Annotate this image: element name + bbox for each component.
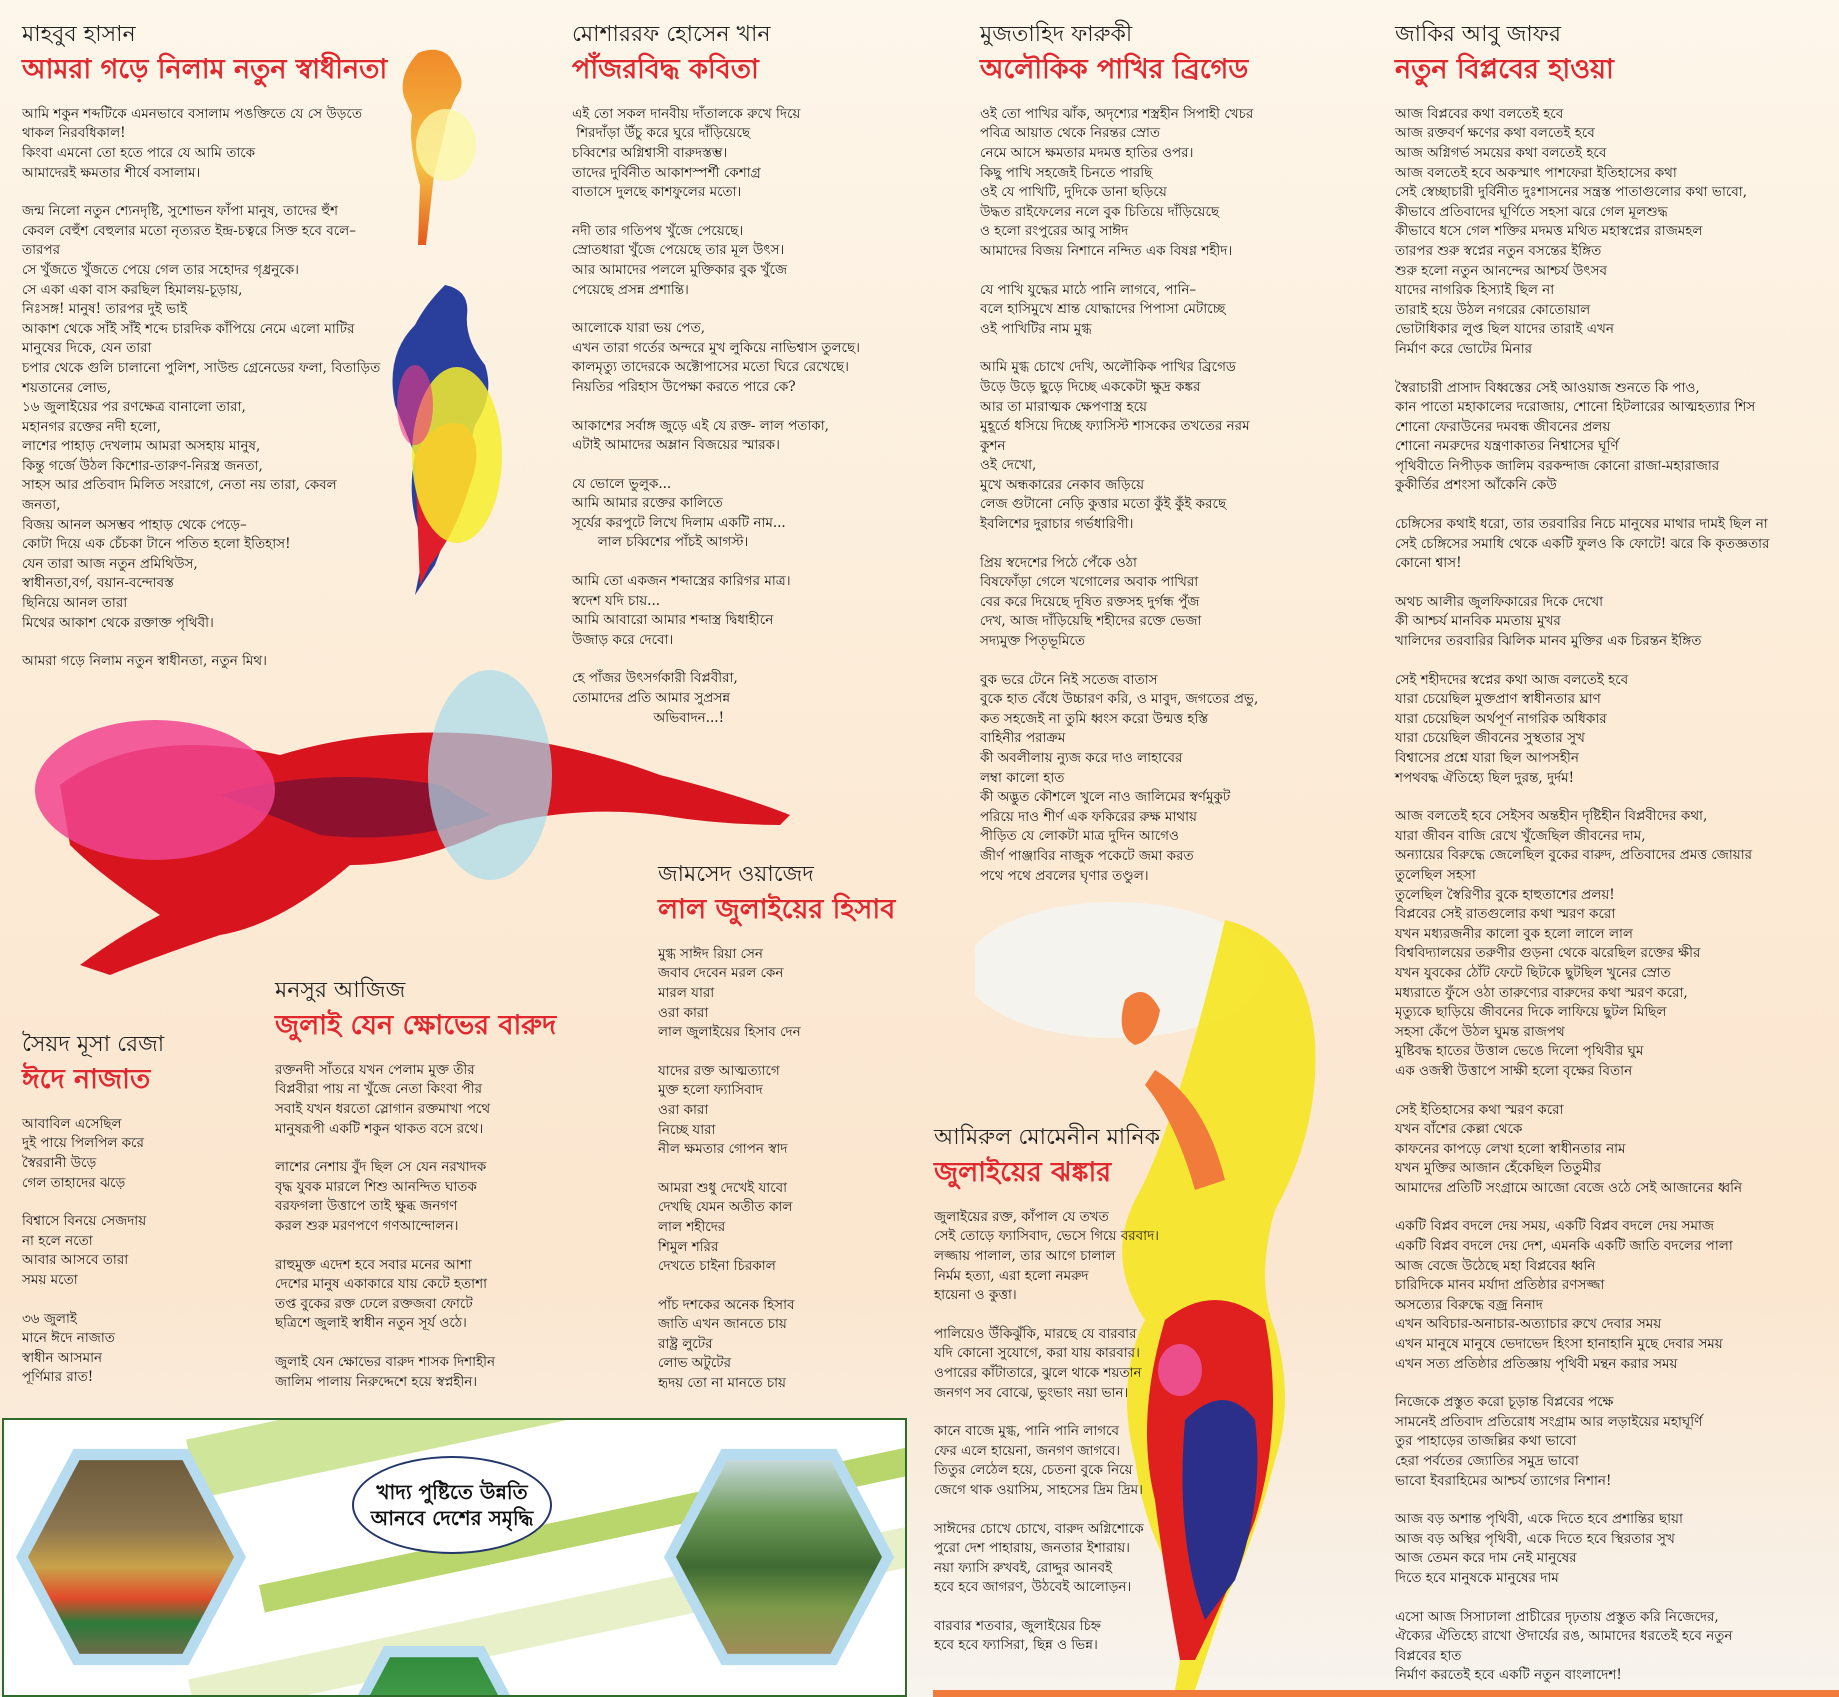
- poem-stanza: সেই ইতিহাসের কথা স্মরণ করো যখন বাঁশের কেল্লা থেকে কাফনের কাপড়ে লেখা হলো স্বাধীনতার নাম যখন মুক্তির আজান হেঁকেছিল তিতুমীর আমাদের প্রতিটি সংগ্রামে আজো বেজে ওঠে সেই আজানের ধ্বনি: [1395, 1101, 1743, 1196]
- poem-stanza: পালিয়েও উঁকিঝুঁকি, মারছে যে বারবার যদি কোনো সুযোগে, করা যায় কারবার। ওপারের কাঁটাতারে, ঝুলে থাকে শয়তান জনগণ সব বোঝে, ভুংভাং নয়া ভান।: [934, 1325, 1142, 1401]
- poem-stanza: যে ভোলে ভুলুক... আমি আমার রক্তের কালিতে সূর্যের করপুটে লিখে দিলাম একটি নাম... লাল চব্বিশের পাঁচই আগস্ট।: [572, 475, 786, 551]
- poem-stanza: প্রিয় স্বদেশের পিঠে পেঁকে ওঠা বিষফোঁড়া গেলে খগোলের অবাক পাখিরা বের করে দিয়েছে দূষিত রক্তসহ দুর্গন্ধ পুঁজ দেখ, আজ দাঁড়িয়েছি শহীদের রক্তে ভেজা সদ্যমুক্ত পিতৃভূমিতে: [980, 554, 1202, 650]
- poem-title: নতুন বিপ্লবের হাওয়া: [1395, 54, 1614, 86]
- garden-bed-photo: [28, 1454, 234, 1660]
- ad-slogan-line: খাদ্য পুষ্টিতে উন্নতি: [376, 1480, 528, 1504]
- poem-stanza: আকাশের সর্বাঙ্গ জুড়ে এই যে রক্ত- লাল পতাকা, এটাই আমাদের অম্লান বিজয়ের স্মারক।: [572, 417, 829, 454]
- poem-stanza: আমরা গড়ে নিলাম নতুন স্বাধীনতা, নতুন মিথ।: [22, 653, 268, 670]
- poem-stanza: আজ বিপ্লবের কথা বলতেই হবে আজ রক্তবর্ণ ক্ষণের কথা বলতেই হবে আজ অগ্নিগর্ভ সময়ের কথা বলতেই হবে আজ বলতেই হবে অকস্মাৎ পাশফেরা ইতিহাসের কথা সেই স্বেচ্ছাচারী দুর্বিনীত দুঃশাসনের সন্ত্রস্ত পাতাগুলোর কথা ভাবো, কীভাবে প্রতিবাদের ঘূর্ণিতে সহসা ঝরে গেল মূলশুদ্ধ কীভাবে ধসে গেল শক্তির মদমত্ত মথিত মহাস্বপ্নের রাজমহল তারপর শুরু স্বপ্নের নতুন বসন্তের ইঙ্গিত শুরু হলো নতুন আনন্দের আশ্চর্য উৎসব যাদের নাগরিক হিস্যাই ছিল না তারাই হয়ে উঠল নগরের কোতোয়াল ভোটাধিকার লুপ্ত ছিল যাদের তারাই এখন নির্মাণ করে ভোটের মিনার: [1395, 105, 1748, 357]
- poet-name: মনসুর আজিজ: [275, 978, 406, 1003]
- poem-stanza: পাঁচ দশকের অনেক হিসাব জাতি এখন জানতে চায় রাষ্ট্র লুটের লোভ অটুটের হৃদয় তো না মানতে চায়: [658, 1296, 795, 1392]
- poem-mujtahid-faruki: [980, 22, 1400, 905]
- ad-slogan-line: আনবে দেশের সমৃদ্ধি: [370, 1506, 534, 1530]
- poem-stanza: যাদের রক্ত আত্মত্যাগে মুক্ত হলো ফ্যাসিবাদ ওরা কারা নিচ্ছে যারা নীল ক্ষমতার গোপন স্বাদ: [658, 1062, 788, 1158]
- poem-stanza: এসো আজ সিসাঢালা প্রাচীরের দৃঢ়তায় প্রস্তুত করি নিজেদের, ঐক্যের ঐতিহ্যে রাখো ঔদার্যের রঙ, আমাদের ধরতেই হবে নতুন বিপ্লবের হাত নির্মাণ করতেই হবে একটি নতুন বাংলাদেশ!: [1395, 1608, 1733, 1684]
- poem-stanza: আলোকে যারা ভয় পেত, এখন তারা গর্তের অন্দরে মুখ লুকিয়ে নাভিশ্বাস তুলছে। কালমৃত্যু তাদেরকে অক্টোপাসের মতো ঘিরে রেখেছে। নিয়তির পরিহাস উপেক্ষা করতে পারে কে?: [572, 320, 860, 395]
- poem-stanza: আমি মুগ্ধ চোখে দেখি, অলৌকিক পাখির ব্রিগেড উড়ে উড়ে ছুড়ে দিচ্ছে এককেটা ক্ষুদ্র কঙ্কর আর তা মারাত্মক ক্ষেপণাস্ত্র হয়ে মুহূর্তে ধসিয়ে দিচ্ছে ফ্যাসিস্ট শাসকের তখতের নরম কুশন ওই দেখো, মুখে অন্ধকারের নেকাব জড়িয়ে লেজ গুটানো নেড়ি কুত্তার মতো কুঁই কুঁই করছে ইবলিশের দুরাচার গর্ভধারিণী।: [980, 359, 1250, 533]
- poem-stanza: এই তো সকল দানবীয় দাঁতালকে রুখে দিয়ে শিরদাঁড়া উঁচু করে ঘুরে দাঁড়িয়েছে চব্বিশের অগ্নিশ্বাসী বারুদস্তম্ভ। তাদের দুর্বিনীত আকাশস্পর্শী কেশাগ্র বাতাসে দুলছে কাশফুলের মতো।: [572, 105, 801, 201]
- poem-stanza: আমরা শুধু দেখেই যাবো দেখছি যেমন অতীত কাল লাল শহীদের শিমুল শরির দেখতে চাইনা চিরকাল: [658, 1179, 793, 1275]
- poem-stanza: লাশের নেশায় বুঁদ ছিল সে যেন নরখাদক বৃদ্ধ যুবক মারলে শিশু আনন্দিত ঘাতক বরফগলা উত্তাপে তাই ক্ষুব্ধ জনগণ করল শুরু মরণপণে গণআন্দোলন।: [275, 1159, 487, 1234]
- poem-title: ঈদে নাজাত: [22, 1064, 151, 1096]
- poem-zakir-abu-zafar: [1395, 22, 1835, 1697]
- poem-syed-musa-reza: [22, 1032, 252, 1407]
- poem-stanza: ৩৬ জুলাই মানে ঈদে নাজাত স্বাধীন আসমান পূর্ণিমার রাত!: [22, 1310, 115, 1386]
- poem-stanza: হে পাঁজর উৎসর্গকারী বিপ্লবীরা, তোমাদের প্রতি আমার সুপ্রসন্ন অভিবাদন...!: [572, 670, 738, 726]
- poem-stanza: স্বৈরাচারী প্রাসাদ বিধ্বস্তের সেই আওয়াজ শুনতে কি পাও, কান পাতো মহাকালের দরোজায়, শোনো হিটলারের আত্মহত্যার শিস শোনো ফেরাউনের দমবন্ধ জীবনের প্রলয় শোনো নমরুদের যন্ত্রণাকাতর নিশ্বাসের ঘূর্ণি পৃথিবীতে নিপীড়ক জালিম বরকন্দাজ কোনো রাজা-মহারাজার কুকীর্তির প্রশংসা আঁকেনি কেউ: [1395, 379, 1756, 494]
- poem-stanza: যে পাখি যুদ্ধের মাঠে পানি লাগবে, পানি– বলে হাসিমুখে শ্রান্ত যোদ্ধাদের পিপাসা মেটাচ্ছে ওই পাখিটির নাম মুগ্ধ: [980, 281, 1226, 337]
- poem-stanza: সেই শহীদদের স্বপ্নের কথা আজ বলতেই হবে যারা চেয়েছিল মুক্তপ্রাণ স্বাধীনতার ঘ্রাণ যারা চেয়েছিল অর্থপূর্ণ নাগরিক অধিকার যারা চেয়েছিল জীবনের সুস্থতার সুখ বিশ্বাসের প্রশ্নে যারা ছিল আপসহীন শপথবদ্ধ ঐতিহ্যে ছিল দুরন্ত, দুর্দম!: [1395, 671, 1629, 786]
- poem-stanza: বিশ্বাসে বিনয়ে সেজদায় না হলে নতো আবার আসবে তারা সময় মতো: [22, 1213, 147, 1288]
- poem-mosharraf-hossain-khan: [572, 22, 952, 747]
- poem-mahbub-hasan: [22, 22, 442, 691]
- poem-stanza: মুগ্ধ সাঈদ রিয়া সেন জবাব দেবেন মরল কেন মারল যারা ওরা কারা লাল জুলাইয়ের হিসাব দেন: [658, 945, 801, 1041]
- poem-jamshed-wajed: [658, 862, 928, 1413]
- poet-name: আমিরুল মোমেনীন মানিক: [934, 1125, 1160, 1150]
- poem-stanza: রাহুমুক্ত এদেশ হবে সবার মনের আশা দেশের মানুষ একাকারে যায় কেটে হতাশা তপ্ত বুকের রক্ত ঢেলে রক্তজবা ফোটে ছত্রিশে জুলাই স্বাধীন নতুন সূর্য ওঠে।: [275, 1256, 488, 1332]
- poem-title: আমরা গড়ে নিলাম নতুন স্বাধীনতা: [22, 54, 388, 86]
- poem-stanza: সাঈদের চোখে চোখে, বারুদ অগ্নিশোকে পুরো দেশ পাহারায়, জনতার ইশারায়। নয়া ফ্যাসি রুখবই, রোদ্দুর আনবই হবে হবে জাগরণ, উঠবেই আলোড়ন।: [934, 1520, 1144, 1596]
- poem-stanza: জুলাই যেন ক্ষোভের বারুদ শাসক দিশাহীন জালিম পালায় নিরুদ্দেশে হয়ে স্বপ্নহীন।: [275, 1353, 496, 1390]
- poem-stanza: ওই তো পাখির ঝাঁক, অদৃশ্যের শস্ত্রহীন সিপাহী খেচর পবিত্র আয়াত থেকে নিরন্তর স্রোত নেমে আসে ক্ষমতার মদমত্ত হাতির ওপর। কিছু পাখি সহজেই চিনতে পারছি ওই যে পাখিটি, দুদিকে ডানা ছড়িয়ে উদ্ধত রাইফেলের নলে বুক চিতিয়ে দাঁড়িয়েছে ও হলো রংপুরের আবু সাঈদ আমাদের বিজয় নিশানে নন্দিত এক বিষণ্ণ শহীদ।: [980, 105, 1254, 259]
- poem-mansur-aziz: [275, 978, 645, 1411]
- poem-stanza: বুক ভরে টেনে নিই সতেজ বাতাস বুকে হাত বেঁধে উচ্চারণ করি, ও মাবুদ, জগতের প্রভু, কত সহজেই না তুমি ধ্বংস করো উন্মত্ত হস্তি বাহিনীর পরাক্রম কী অবলীলায় ন্যুজ করে দাও লাহাবের লম্বা কালো হাত কী অদ্ভুত কৌশলে খুলে নাও জালিমের স্বর্ণমুকুট পরিয়ে দাও শীর্ণ এক ফকিরের রুক্ষ মাথায় পীড়িত যে লোকটা মাত্র দুদিন আগেও জীর্ণ পাঞ্জাবির নাজুক পকেটে জমা করত পথে পথে প্রবলের ঘৃণার তণ্ডুল।: [980, 671, 1259, 884]
- poet-name: জাকির আবু জাফর: [1395, 22, 1561, 47]
- poem-title: অলৌকিক পাখির ব্রিগেড: [980, 54, 1249, 86]
- poem-title: জুলাই যেন ক্ষোভের বারুদ: [275, 1010, 557, 1042]
- poem-title: পাঁজরবিদ্ধ কবিতা: [572, 54, 759, 86]
- poem-stanza: আজ বলতেই হবে সেইসব অন্তহীন দৃষ্টিহীন বিপ্লবীদের কথা, যারা জীবন বাজি রেখে খুঁজেছিল জীবনের দাম, অন্যায়ের বিরুদ্ধে জেলেছিল বুকের বারুদ, প্রতিবাদের প্রমত্ত জোয়ার তুলেছিল সহসা তুলেছিল স্বৈরিণীর বুকে হাহুতাশের প্রলয়! বিপ্লবের সেই রাতগুলোর কথা স্মরণ করো যখন মধ্যরজনীর কালো বুক হলো লালে লাল বিশ্ববিদ্যালয়ের তরুণীর গুড়না থেকে ঝরেছিল রক্তের ক্ষীর যখন যুবকের ঠোঁট ফেটে ছিটকে ছুটছিল খুনের স্রোত মধ্যরাতে ফুঁসে ওঠা তারুণ্যের বারুদের কথা স্মরণ করো, মৃত্যুকে ছাড়িয়ে জীবনের দিকে লাফিয়ে ছুটল মিছিল সহসা কেঁপে উঠল ঘুমন্ত রাজপথ মুষ্টিবদ্ধ হাতের উত্তাল ভেঙে দিলো পৃথিবীর ঘুম এক ওজস্বী উত্তাপে সাক্ষী হলো বৃক্ষের বিতান: [1395, 808, 1753, 1079]
- poem-title: লাল জুলাইয়ের হিসাব: [658, 894, 896, 926]
- poem-stanza: অথচ আলীর জুলফিকারের দিকে দেখো কী আশ্চর্য মানবিক মমতায় মুখর খালিদের তরবারির ঝিলিক মানব মুক্তির এক চিরন্তন ইঙ্গিত: [1395, 593, 1702, 650]
- poet-name: মুজতাহিদ ফারুকী: [980, 22, 1133, 47]
- poem-title: জুলাইয়ের ঝঙ্কার: [934, 1157, 1112, 1189]
- poem-stanza: রক্তনদী সাঁতরে যখন পেলাম মুক্ত তীর বিপ্লবীরা পায় না খুঁজে নেতা কিংবা পীর সবাই যখন ধরতো স্লোগান রক্তমাখা পথে মানুষরূপী একটি শকুন থাকত বসে রথে।: [275, 1061, 491, 1137]
- page-footer-accent-bar: [933, 1690, 1839, 1697]
- poem-stanza: আমি তো একজন শব্দাস্ত্রের কারিগর মাত্র। স্বদেশ যদি চায়... আমি আবারো আমার শব্দাস্ত্র দ্বিধাহীনে উজাড় করে দেবো।: [572, 573, 791, 648]
- poet-name: মাহবুব হাসান: [22, 22, 136, 47]
- poet-name: জামসেদ ওয়াজেদ: [658, 862, 814, 887]
- poem-stanza: আজ বড় অশান্ত পৃথিবী, একে দিতে হবে প্রশান্তির ছায়া আজ বড় অস্থির পৃথিবী, একে দিতে হবে স্থিরতার সুখ আজ তেমন করে দাম নেই মানুষের দিতে হবে মানুষকে মানুষের দাম: [1395, 1511, 1683, 1586]
- poem-stanza: আবাবিল এসেছিল দুই পায়ে পিলপিল করে স্বৈররানী উড়ে গেল তাহাদের ঝড়ে: [22, 1115, 144, 1191]
- poet-name: সৈয়দ মূসা রেজা: [22, 1032, 165, 1057]
- poem-stanza: নিজেকে প্রস্তুত করো চূড়ান্ত বিপ্লবের পক্ষে সামনেই প্রতিবাদ প্রতিরোধ সংগ্রাম আর লড়াইয়ের মহাঘূর্ণি তুর পাহাড়ের তাজল্লির কথা ভাবো হেরা পর্বতের জ্যোতির সমুদ্র ভাবো ভাবো ইবরাহিমের আশ্চর্য ত্যাগের নিশান!: [1395, 1394, 1703, 1489]
- poem-stanza: আমি শকুন শব্দটিকে এমনভাবে বসালাম পঙক্তিতে যে সে উড়তে থাকল নিরবধিকাল! কিংবা এমনো তো হতে পারে যে আমি তাকে আমাদেরই ক্ষমতার শীর্ষে বসালাম।: [22, 105, 362, 181]
- poem-stanza: নদী তার গতিপথ খুঁজে পেয়েছে। স্রোতধারা খুঁজে পেয়েছে তার মূল উৎস। আর আমাদের পললে মুক্তিকার বুক খুঁজে পেয়েছে প্রসন্ন প্রশান্তি।: [572, 222, 788, 298]
- poem-amirul-momenin-manik: [934, 1125, 1294, 1675]
- poem-stanza: একটি বিপ্লব বদলে দেয় সময়, একটি বিপ্লব বদলে দেয় সমাজ একটি বিপ্লব বদলে দেয় দেশ, এমনকি একটি জাতি বদলের পালা আজ বেজে উঠেছে মহা বিপ্লবের ধ্বনি চারিদিকে মানব মর্যাদা প্রতিষ্ঠার রণসজ্জা অসত্যের বিরুদ্ধে বজ্র নিনাদ এখন অবিচার-অনাচার-অত্যাচার রুখে দেবার সময় এখন মানুষে মানুষে ভেদাভেদ হিংসা হানাহানি মুছে দেবার সময় এখন সত্য প্রতিষ্ঠার প্রতিজ্ঞায় পৃথিবী মন্থন করার সময়: [1395, 1218, 1733, 1372]
- poem-stanza: চেঙ্গিসের কথাই ধরো, তার তরবারির নিচে মানুষের মাথার দামই ছিল না সেই চেঙ্গিসের সমাধি থেকে একটি ফুলও কি ফোটে! ঝরে কি কৃতজ্ঞতার কোনো শ্বাস!: [1395, 516, 1770, 572]
- poem-stanza: জন্ম নিলো নতুন শ্যেনদৃষ্টি, সুশোভন ফাঁপা মানুষ, তাদের হুঁশ কেবল বেহুঁশ বেহুলার মতো নৃত্যরত ইন্দ্র-চত্বরে সিক্ত হবে বলে– তারপর সে খুঁজতে খুঁজতে পেয়ে গেল তার সহোদর গৃধ্রনুকে। সে একা একা বাস করছিল হিমালয়-চূড়ায়, নিঃসঙ্গ! মানুষ! তারপর দুই ভাই আকাশ থেকে সাঁই সাঁই শব্দে চারদিক কাঁপিয়ে নেমে এলো মাটির মানুষের দিকে, যেন তারা চপার থেকে গুলি চালানো পুলিশ, সাউন্ড গ্রেনেডের ফলা, বিতাড়িত শয়তানের লোভ, ১৬ জুলাইয়ের পর রণক্ষেত্র বানালো তারা, মহানগর রক্তের নদী হলো, লাশের পাহাড় দেখলাম আমরা অসহায় মানুষ, কিন্তু গর্জে উঠল কিশোর-তারুণ-নিরস্ত্র জনতা, সাহস আর প্রতিবাদ মিলিত সংরাগে, নেতা নয় তারা, কেবল জনতা, বিজয় আনল অসম্ভব পাহাড় থেকে পেড়ে– কোটা দিয়ে এক চেঁচকা টানে পতিত হলো ইতিহাস! যেন তারা আজ নতুন প্রমিথিউস, স্বাধীনতা,বর্গ, বয়ান-বন্দোবস্ত ছিনিয়ে আনল তারা মিথের আকাশ থেকে রক্তাক্ত পৃথিবী।: [22, 203, 381, 631]
- food-nutrition-advertisement[interactable]: [2, 1418, 907, 1697]
- vegetable-garden-photo: [676, 1454, 882, 1660]
- poem-stanza: বারবার শতবার, জুলাইয়ের চিহ্ন হবে হবে ফ্যাসিরা, ছিন্ন ও ভিন্ন।: [934, 1617, 1101, 1654]
- poem-stanza: জুলাইয়ের রক্ত, কাঁপাল যে তখত সেই তোড়ে ফ্যাসিবাদ, ভেসে গিয়ে বরবাদ। লজ্জায় পালাল, তার আগে চালাল নির্মম হত্যা, এরা হলো নমরুদ হায়েনা ও কুত্তা।: [934, 1208, 1159, 1304]
- poem-stanza: কানে বাজে মুগ্ধ, পানি পানি লাগবে ফের এলে হায়েনা, জনগণ জাগবে। তিতুর লেঠেল হয়ে, চেতনা বুকে নিয়ে জেগে থাক ওয়াসিম, সাহসের দ্রিম দ্রিম।: [934, 1423, 1143, 1498]
- ad-slogan-badge: [352, 1456, 552, 1554]
- poet-name: মোশাররফ হোসেন খান: [572, 22, 771, 47]
